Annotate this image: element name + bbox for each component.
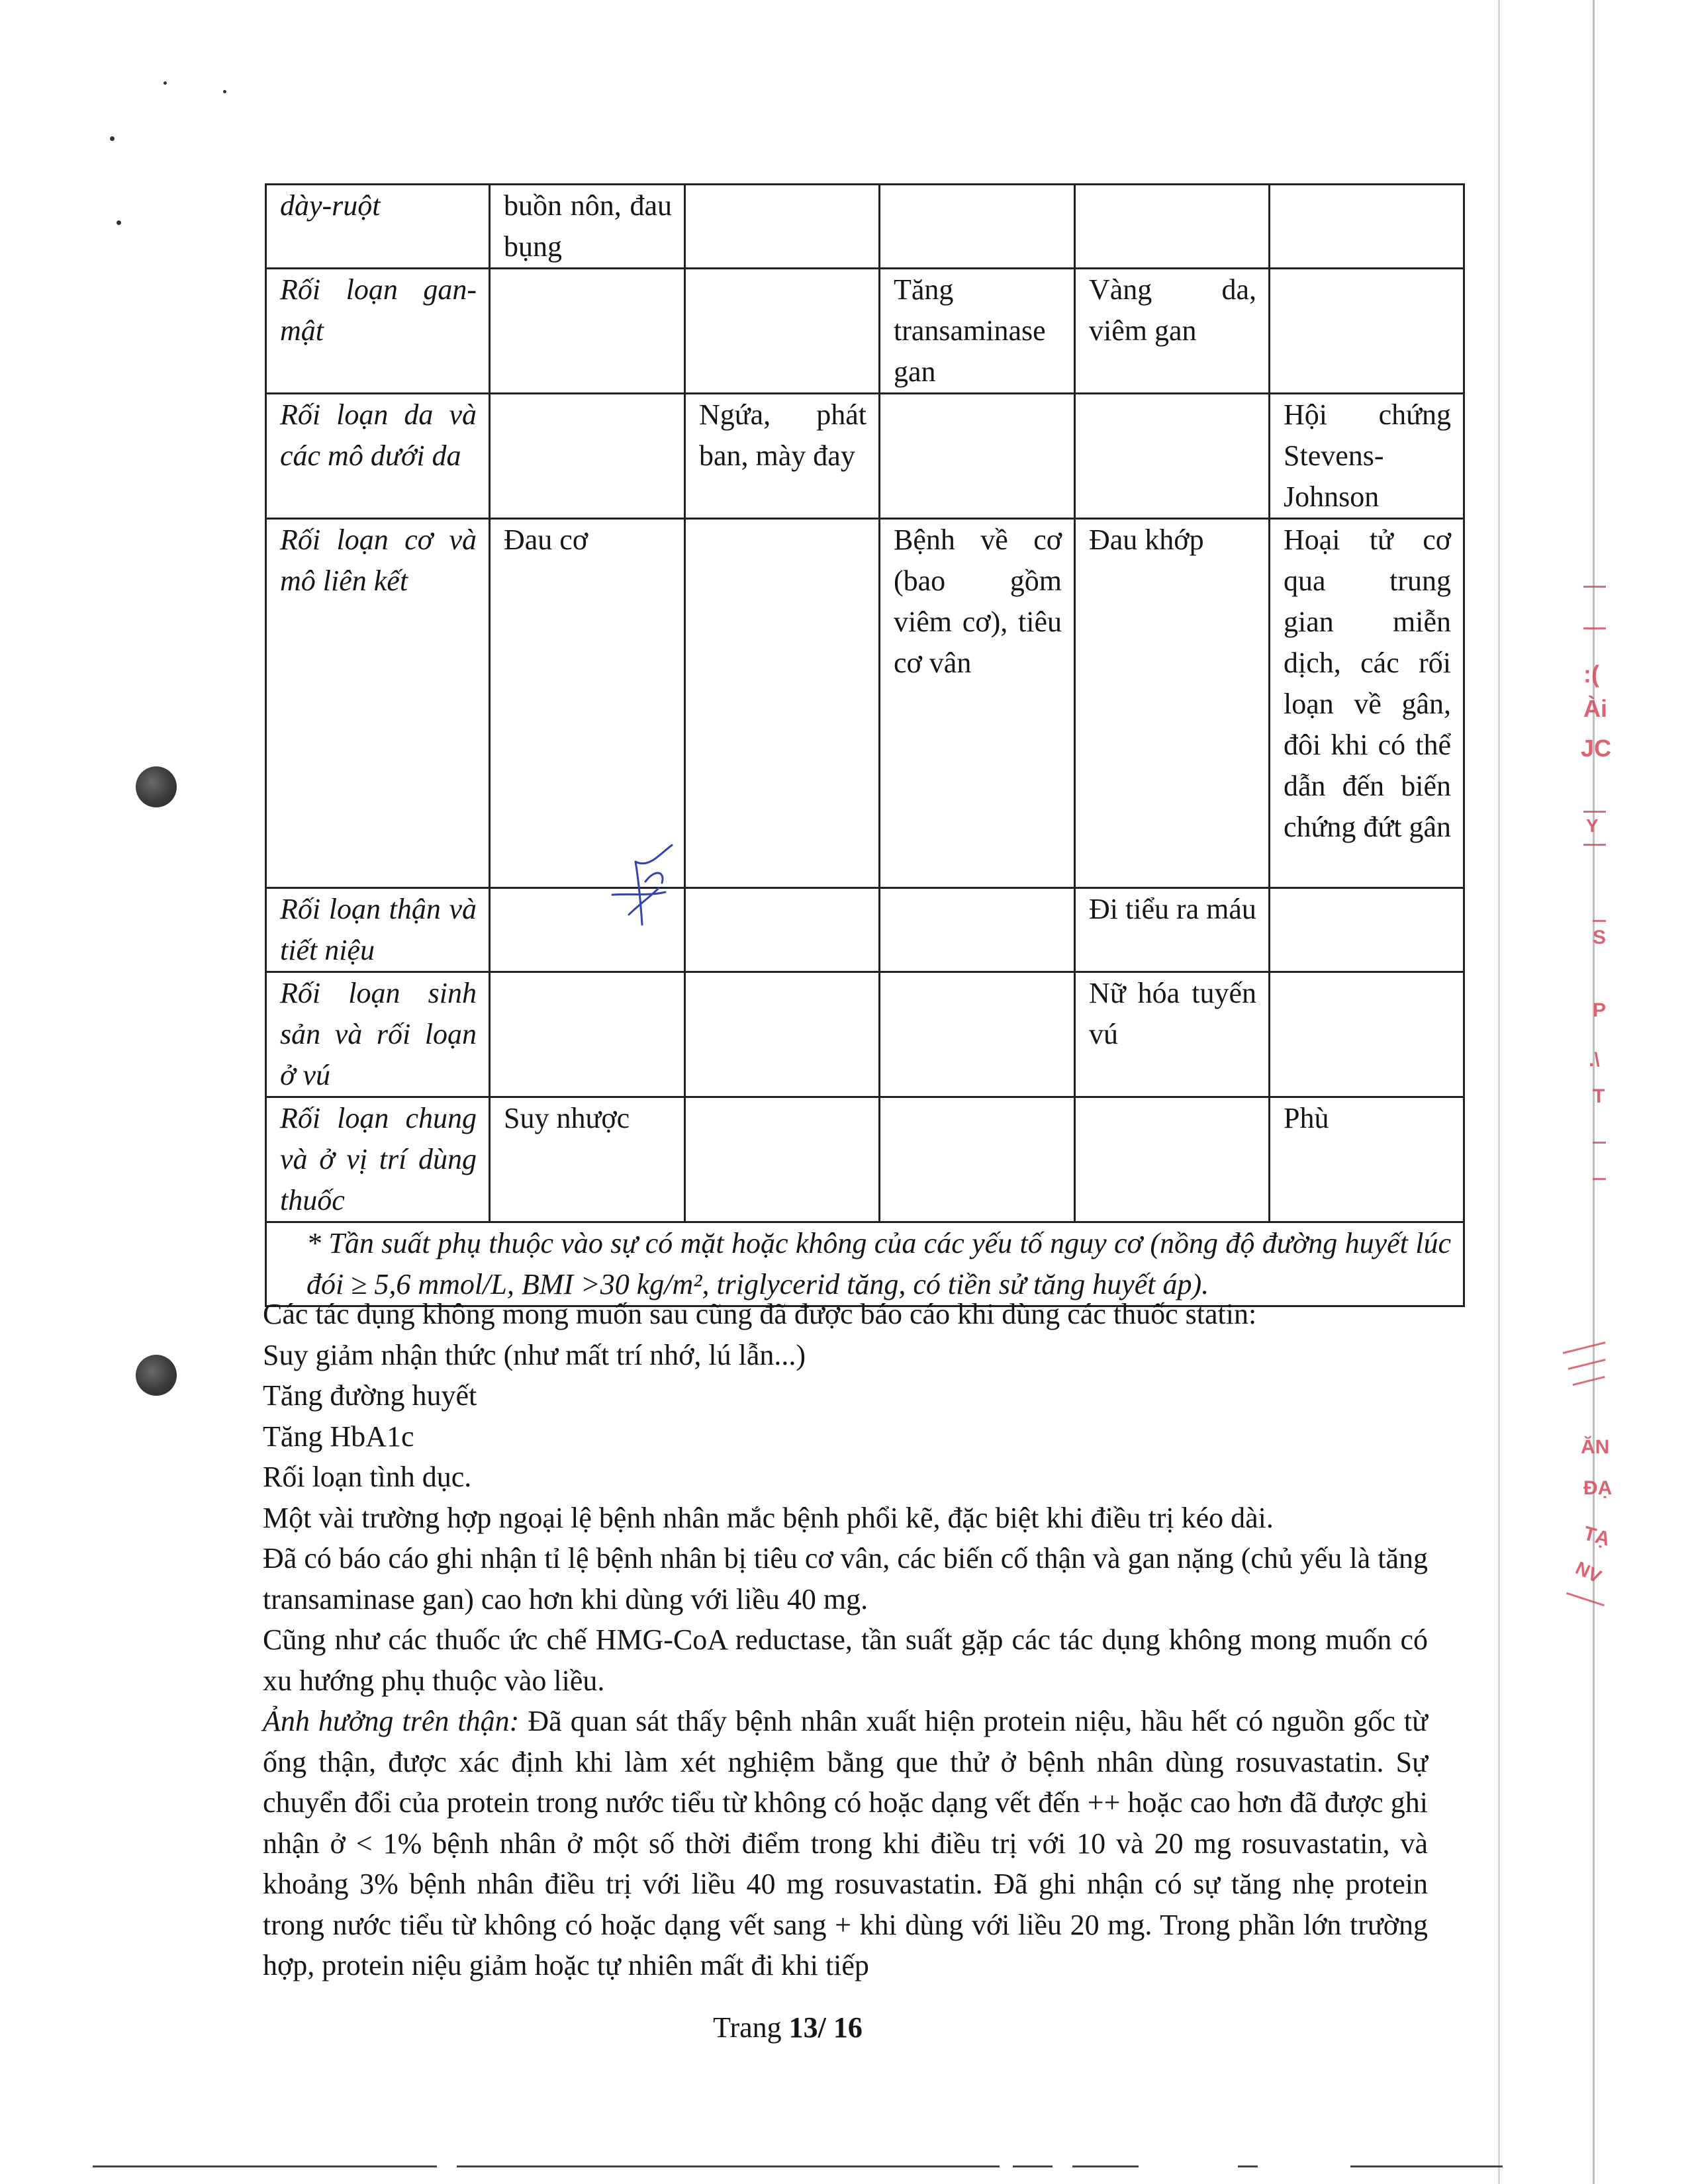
paragraph: Một vài trường hợp ngoại lệ bệnh nhân mắc bệnh phổi kẽ, đặc biệt khi điều trị kéo dài. [263,1501,1274,1534]
stamp-line [1583,586,1606,588]
bottom-rule [93,2165,437,2167]
table-row [266,972,1464,1097]
organ-system-cell: Rối loạn cơ và mô liên kết [266,519,490,888]
paragraph [263,1701,1428,1986]
footer-separator: / [818,2011,833,2044]
table-cell [1270,888,1464,972]
table-row [266,185,1464,269]
punch-hole [136,1355,177,1396]
table-cell [1270,972,1464,1097]
stamp-fragment: P [1593,999,1607,1021]
stamp-fragment: .\ [1589,1049,1600,1071]
table-cell [880,888,1075,972]
footer-prefix: Trang [713,2011,789,2044]
paragraph-text: Đã quan sát thấy bệnh nhân xuất hiện protein niệu, hầu hết có nguồn gốc từ ống thận, được xác định khi làm xét nghiệm bằng que thử ở bệnh nhân dùng rosuvastatin. Sự chuyển đổi của protein trong nước tiểu từ không có hoặc dạng vết đến ++ hoặc cao hơn đã được ghi nhận ở < 1% bệnh nhân ở một số thời điểm trong khi điều trị với 10 và 20 mg rosuvastatin, và khoảng 3% bệnh nhân điều trị với liều 40 mg rosuvastatin. Đã ghi nhận có sự tăng nhẹ protein trong nước tiểu từ không có hoặc dạng vết sang + khi dùng với liều 20 mg. Trong phần lớn trường hợp, protein niệu giảm hoặc tự nhiên mất đi khi tiếp [263,1705,1428,1981]
stamp-fragment: JC [1581,735,1612,762]
table-row [266,394,1464,519]
intro-line: Các tác dụng không mong muốn sau cũng đã được báo cáo khi dùng các thuốc statin: [263,1298,1257,1330]
signature-mark [609,842,682,934]
list-item: Suy giảm nhận thức (như mất trí nhớ, lú lẫn...) [263,1338,806,1371]
table-row [266,519,1464,888]
table-cell [880,972,1075,1097]
organ-system-cell: Rối loạn chung và ở vị trí dùng thuốc [266,1097,490,1222]
adverse-effects-table [265,183,1465,1307]
scan-speck [110,136,115,141]
paragraph: Đã có báo cáo ghi nhận tỉ lệ bệnh nhân bị tiêu cơ vân, các biến cố thận và gan nặng (chủ yếu là tăng transaminase gan) cao hơn khi dùng với liều 40 mg. [263,1542,1428,1615]
table-cell [490,972,685,1097]
table-cell [1270,185,1464,269]
table-row [266,1097,1464,1222]
page-footer [0,2011,1575,2044]
list-item: Tăng HbA1c [263,1420,414,1453]
page-edge [1498,0,1500,2184]
table-cell: Ngứa, phát ban, mày đay [685,394,880,519]
table-cell [880,185,1075,269]
page-number: 13 [788,2011,818,2044]
table-cell: Tăng transaminase gan [880,269,1075,394]
table-cell [880,394,1075,519]
table-cell: Suy nhược [490,1097,685,1222]
organ-system-cell: Rối loạn sinh sản và rối loạn ở vú [266,972,490,1097]
page-total: 16 [833,2011,863,2044]
stamp-fragment: ĐẠ [1583,1477,1613,1499]
table-cell [685,1097,880,1222]
table-cell [1075,394,1270,519]
stamp-fragment: Y [1586,815,1599,836]
stamp-line [1593,920,1606,922]
table-footnote: * Tần suất phụ thuộc vào sự có mặt hoặc không của các yếu tố nguy cơ (nồng độ đường huyết lúc đói ≥ 5,6 mmol/L, BMI >30 kg/m², triglycerid tăng, có tiền sử tăng huyết áp). [266,1222,1464,1306]
table-cell: Nữ hóa tuyến vú [1075,972,1270,1097]
bottom-rule [1072,2165,1139,2167]
body-text [263,1294,1428,1986]
stamp-fragment: NV [1572,1557,1605,1587]
stamp-line [1566,1592,1605,1606]
table-cell [685,185,880,269]
table-cell [685,519,880,888]
list-item: Tăng đường huyết [263,1379,477,1412]
stamp-line [1583,811,1606,813]
stamp-line [1568,1359,1605,1370]
stamp-line [1593,1142,1606,1144]
stamp-line [1572,1376,1605,1386]
table-cell: Đi tiểu ra máu [1075,888,1270,972]
stamp-fragment: :( [1583,660,1599,688]
bottom-rule [1013,2165,1053,2167]
table-cell [685,972,880,1097]
table-cell: Bệnh về cơ (bao gồm viêm cơ), tiêu cơ vân [880,519,1075,888]
bottom-rule [1238,2165,1258,2167]
table-cell [685,888,880,972]
stamp-line [1563,1342,1606,1354]
table-cell [880,1097,1075,1222]
bottom-rule [457,2165,1000,2167]
stamp-fragment: ĂN [1581,1436,1610,1458]
bottom-rule [1350,2165,1503,2167]
table-cell: Đau khớp [1075,519,1270,888]
table-cell [490,394,685,519]
stamp-fragment: T [1593,1085,1605,1107]
paragraph-lead: Ảnh hưởng trên thận: [263,1705,520,1737]
scan-speck [223,90,226,93]
table-cell [1270,269,1464,394]
scan-speck [117,220,121,225]
organ-system-cell: Rối loạn da và các mô dưới da [266,394,490,519]
table-cell [490,269,685,394]
list-item: Rối loạn tình dục. [263,1461,472,1493]
stamp-fragment: TẠ [1581,1522,1613,1551]
table-cell: Hoại tử cơ qua trung gian miễn dịch, các rối loạn về gân, đôi khi có thể dẫn đến biến chứng đứt gân [1270,519,1464,888]
organ-system-cell: dày-ruột [266,185,490,269]
table-cell: Đau cơ [490,519,685,888]
table-cell: Phù [1270,1097,1464,1222]
table-row [266,888,1464,972]
organ-system-cell: Rối loạn gan-mật [266,269,490,394]
stamp-fragment: S [1593,927,1607,948]
table-cell: buồn nôn, đau bụng [490,185,685,269]
stamp-fragment: Ài [1583,695,1607,722]
stamp-line [1583,844,1606,846]
punch-hole [136,766,177,807]
table-cell: Hội chứng Stevens-Johnson [1270,394,1464,519]
stamp-line [1583,627,1606,629]
table-cell [685,269,880,394]
table-cell [1075,1097,1270,1222]
stamp-line [1593,1178,1606,1180]
table-cell: Vàng da, viêm gan [1075,269,1270,394]
scan-speck [164,81,167,85]
table-cell [1075,185,1270,269]
organ-system-cell: Rối loạn thận và tiết niệu [266,888,490,972]
table-row [266,269,1464,394]
paragraph: Cũng như các thuốc ức chế HMG-CoA reductase, tần suất gặp các tác dụng không mong muốn có xu hướng phụ thuộc vào liều. [263,1623,1428,1697]
